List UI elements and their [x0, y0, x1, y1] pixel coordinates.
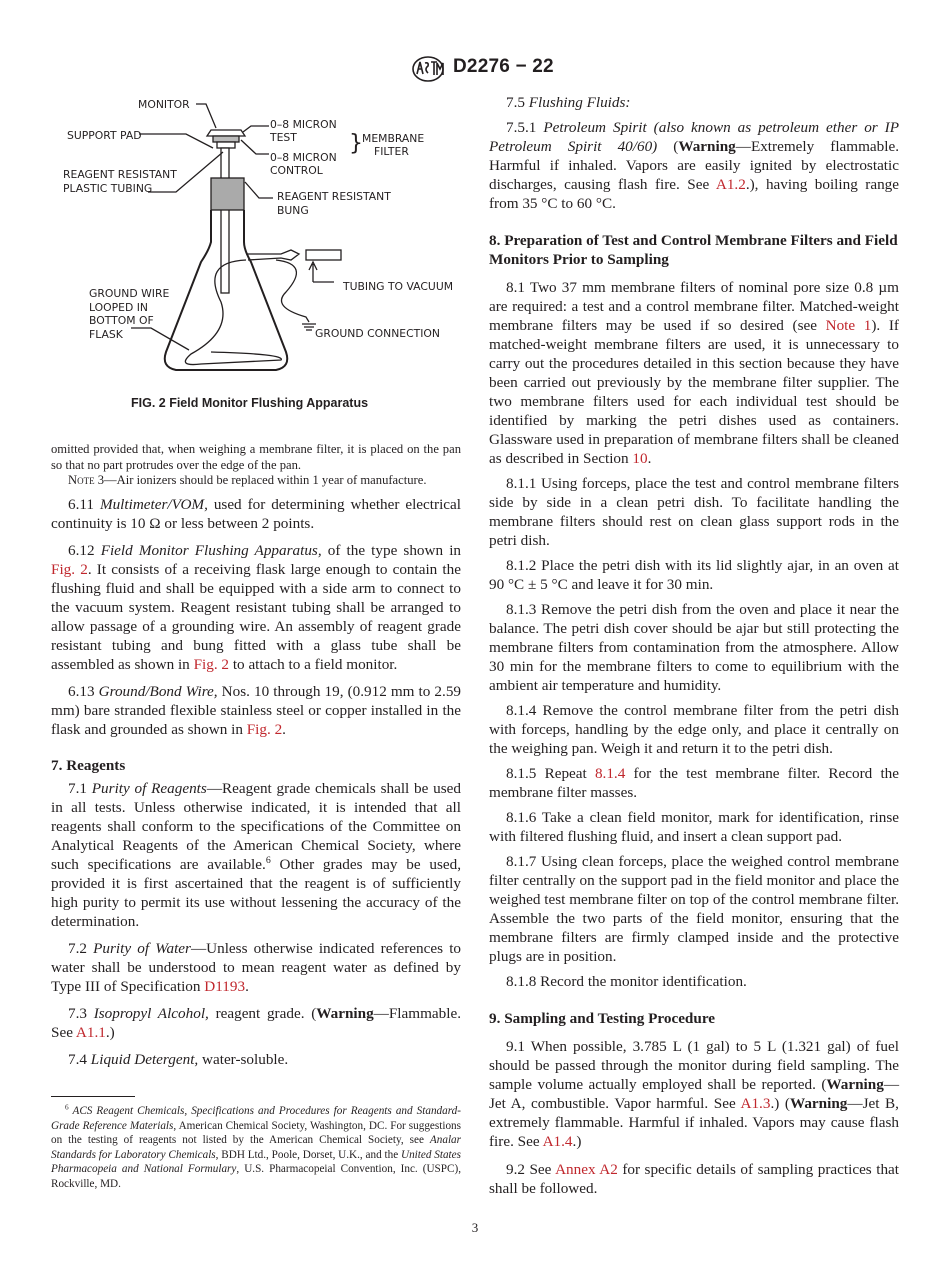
label-micron-control-2: CONTROL — [270, 164, 323, 177]
section-8-1-5: 8.1.5 Repeat 8.1.4 for the test membrane filter. Record the membrane filter masses. — [489, 765, 899, 801]
document-id: D2276 − 22 — [453, 56, 554, 77]
link-d1193[interactable]: D1193 — [204, 977, 246, 995]
page-header — [0, 56, 950, 86]
label-bung-2: BUNG — [277, 204, 309, 217]
section-8-1-6: 8.1.6 Take a clean field monitor, mark for identification, rinse with filtered flushing fluid, and insert a clean support pad. — [489, 809, 899, 845]
section-6-13: 6.13 Ground/Bond Wire, Nos. 10 through 19, (0.912 mm to 2.59 mm) bare stranded flexible stainless steel or copper installed in the flask and grounded as shown in Fig. 2. — [51, 682, 462, 738]
label-vacuum: TUBING TO VACUUM — [343, 280, 454, 293]
label-ground-2: LOOPED IN — [89, 301, 148, 314]
figure-caption: FIG. 2 Field Monitor Flushing Apparatus — [131, 396, 369, 410]
label-support-pad: SUPPORT PAD — [67, 129, 142, 142]
page-number: 3 — [471, 1220, 479, 1235]
link-a1-3[interactable]: A1.3 — [740, 1095, 771, 1112]
figure-2 — [51, 92, 471, 412]
section-8-1-7: 8.1.7 Using clean forceps, place the weighed control membrane filter centrally on the support pad in the field monitor and place the weighed test membrane filter on top of the control membrane filter. Assemble the two parts of the field monitor, ensuring that the membrane filters are firmly clamped inside and the protective plugs are in position. — [489, 853, 899, 965]
footnote-divider — [51, 1096, 135, 1097]
continued-text: omitted provided that, when weighing a membrane filter, it is placed on the pan so that no part protrudes over the edge of the pan. — [51, 442, 461, 472]
section-8-1: 8.1 Two 37 mm membrane filters of nominal pore size 0.8 µm are required: a test and a control membrane filter. Matched-weight membrane filters may be used if so desired (see Note 1). If matched-weight membrane filters are used, it is unnecessary to carry out the procedures detailed in this section because they have been carried out previously by the membrane filter supplier. The two membrane filters used for each individual test should be identified by marking the petri dishes used as containers. Glassware used in preparation of membrane filters shall be cleaned as described in Section 10. — [489, 279, 899, 467]
section-6-12: 6.12 Field Monitor Flushing Apparatus, of the type shown in Fig. 2. It consists of a receiving flask large enough to contain the flushing fluid and shall be equipped with a side arm to connect to the vacuum system. Reagent resistant tubing shall be arranged to allow passage of a grounding wire. An assembly of reagent grade resistant tubing and bung fitted with a glass tube shall be assembled as shown in Fig. 2 to attach to a field monitor. — [51, 541, 462, 673]
link-annex-a2[interactable]: Annex A2 — [555, 1161, 618, 1178]
section-6-11: 6.11 Multimeter/VOM, used for determining whether electrical continuity is 10 Ω or less between 2 points. — [51, 495, 461, 532]
section-8-1-4: 8.1.4 Remove the control membrane filter from the petri dish with forceps, handling by the edge only, and place it centrally on the weighing pan. Weigh it and return it to the petri dish. — [489, 702, 899, 757]
label-ground-4: FLASK — [89, 328, 123, 341]
label-ground-connection: GROUND CONNECTION — [315, 327, 440, 340]
section-7-3: 7.3 Isopropyl Alcohol, reagent grade. (Warning—Flammable. See A1.1.) — [51, 1004, 461, 1041]
section-8-1-2: 8.1.2 Place the petri dish with its lid slightly ajar, in an oven at 90 °C ± 5 °C and leave it for 30 min. — [489, 557, 899, 593]
section-9-1: 9.1 When possible, 3.785 L (1 gal) to 5 L (1.321 gal) of fuel should be passed through the monitor during field sampling. The sample volume actually employed shall be reported. (Warning—Jet A, combustible. Vapor harmful. See A1.3.) (Warning—Jet B, extremely flammable. Harmful if inhaled. Vapors may cause flash fire. See A1.4.) — [489, 1038, 899, 1150]
label-micron-test-2: TEST — [270, 131, 297, 144]
label-tubing-1: REAGENT RESISTANT — [63, 168, 177, 181]
link-fig-2[interactable]: Fig. 2 — [193, 655, 230, 673]
link-fig-2[interactable]: Fig. 2 — [51, 560, 88, 578]
link-8-1-4[interactable]: 8.1.4 — [594, 765, 626, 782]
heading-sampling: 9. Sampling and Testing Procedure — [489, 1010, 716, 1027]
label-membrane-2: FILTER — [374, 145, 409, 158]
section-7-5: 7.5 Flushing Fluids: — [506, 94, 631, 111]
label-ground-1: GROUND WIRE — [89, 287, 170, 300]
label-tubing-2: PLASTIC TUBING — [63, 182, 153, 195]
section-7-5-1: 7.5.1 Petroleum Spirit (also known as petroleum ether or IP Petroleum Spirit 40/60) (Warning—Extremely flammable. Harmful if inhaled. Vapors are easily ignited by electrostatic discharges, causing flash fire. See A1.2.), having boiling range from 35 °C to 60 °C. — [489, 119, 899, 212]
label-micron-test-1: 0–8 MICRON — [270, 118, 337, 131]
link-section-10[interactable]: 10 — [632, 450, 648, 467]
section-7-1: 7.1 Purity of Reagents—Reagent grade chemicals shall be used in all tests. Unless otherwise indicated, it is intended that all reagents shall conform to the specifications of the Committee on Analytical Reagents of the American Chemical Society, where such specifications are available.$^6$ Other grades may be used, provided it is first ascertained that the reagent is of sufficiently high purity to permit its use without lessening the accuracy of the determination. — [51, 779, 462, 930]
heading-preparation: 8. Preparation of Test and Control Membrane Filters and Field Monitors Prior to Sampling — [489, 232, 898, 268]
section-8-1-8: 8.1.8 Record the monitor identification. — [506, 973, 747, 990]
section-8-1-1: 8.1.1 Using forceps, place the test and control membrane filters side by side in a clean petri dish. To facilitate handling the membrane filters should rest on clean glass support rods in the petri dish. — [489, 475, 899, 549]
link-a1-4[interactable]: A1.4 — [542, 1133, 573, 1150]
label-membrane-1: MEMBRANE — [362, 132, 425, 145]
label-bung-1: REAGENT RESISTANT — [277, 190, 391, 203]
section-9-2: 9.2 See Annex A2 for specific details of sampling practices that shall be followed. — [489, 1161, 899, 1197]
link-a1-1[interactable]: A1.1 — [75, 1023, 106, 1041]
astm-logo-icon — [410, 56, 446, 82]
heading-reagents: 7. Reagents — [51, 756, 126, 774]
label-ground-3: BOTTOM OF — [89, 314, 154, 327]
footnote-6: $^6$ ACS Reagent Chemicals, Specifications and Procedures for Reagents and Standard-Grade Reference Materials, American Chemical Society, Washington, DC. For suggestions on the testing of reagents not listed by the American Chemical Society, see Analar Standards for Laboratory Chemicals, BDH Ltd., Poole, Dorset, U.K., and the United States Pharmacopeia and National Formulary, U.S. Pharmacopeial Convention, Inc. (USPC), Rockville, MD. — [51, 1103, 461, 1190]
link-fig-2[interactable]: Fig. 2 — [246, 720, 283, 738]
left-column — [51, 442, 461, 1069]
brace-icon: } — [349, 131, 363, 156]
section-8-1-3: 8.1.3 Remove the petri dish from the oven and place it near the balance. The petri dish cover should be ajar but still protecting the membrane filters from contamination from the atmosphere. Allow 30 min for the membrane filters to come to equilibrium with the ambient air temperature and humidity. — [489, 601, 899, 694]
label-micron-control-1: 0–8 MICRON — [270, 151, 337, 164]
section-7-4: 7.4 Liquid Detergent, water-soluble. — [68, 1050, 289, 1068]
section-7-2: 7.2 Purity of Water—Unless otherwise indicated references to water shall be understood to mean reagent water as defined by Type III of Specification D1193. — [51, 939, 462, 995]
right-column — [489, 93, 899, 1198]
label-monitor: MONITOR — [138, 98, 190, 111]
link-note-1[interactable]: Note 1 — [825, 317, 872, 334]
note-3: Note 3—Air ionizers should be replaced within 1 year of manufacture. — [68, 473, 427, 487]
link-a1-2[interactable]: A1.2 — [715, 176, 746, 193]
